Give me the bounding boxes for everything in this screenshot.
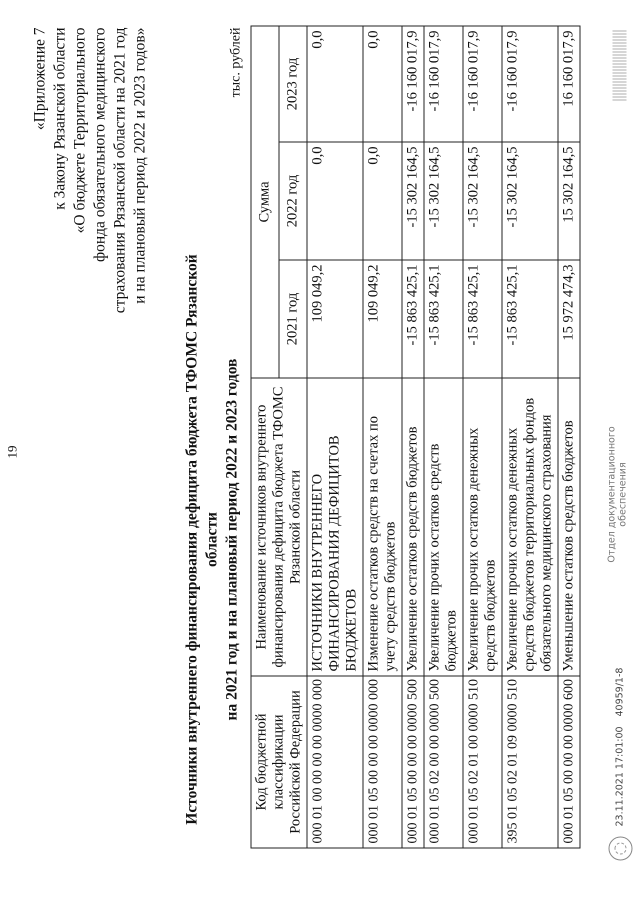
document-page: [1, 0, 640, 905]
row-name: Увеличение прочих остатков средств бюджетов: [424, 378, 463, 676]
annex-line: страхования Рязанской области на 2021 год: [111, 27, 129, 314]
footer-doc-id: 40959/1-8: [614, 667, 626, 717]
row-value-2023: -16 160 017,9: [424, 26, 463, 142]
table-row: [402, 26, 424, 848]
title-line: на 2021 год и на плановый период 2022 и 2023 годов: [223, 358, 241, 721]
row-value-2023: 0,0: [307, 26, 363, 142]
row-value-2023: -16 160 017,9: [402, 26, 424, 142]
row-value-2021: -15 863 425,1: [424, 260, 463, 378]
row-code: 000 01 05 00 00 00 0000 600: [558, 676, 580, 848]
annex-line: к Закону Рязанской области: [51, 27, 69, 210]
row-value-2021: 109 049,2: [307, 260, 363, 378]
row-value-2022: 15 302 164,5: [558, 142, 580, 260]
header-code: Код бюджетной классификации Российской Федерации: [251, 676, 307, 848]
table-row: [502, 26, 558, 848]
header-year-2021: 2021 год: [279, 260, 307, 378]
table-row: [558, 26, 580, 848]
department-line: обеспечения: [617, 462, 629, 527]
row-code: 000 01 05 02 00 00 0000 500: [424, 676, 463, 848]
row-value-2021: -15 863 425,1: [463, 260, 502, 378]
row-name: Изменение остатков средств на счетах по учету средств бюджетов: [363, 378, 402, 676]
row-value-2022: -15 302 164,5: [502, 142, 558, 260]
row-value-2023: 0,0: [363, 26, 402, 142]
table-row: [424, 26, 463, 848]
row-value-2022: -15 302 164,5: [463, 142, 502, 260]
annex-line: фонда обязательного медицинского: [91, 27, 109, 262]
header-year-2022: 2022 год: [279, 142, 307, 260]
row-value-2022: -15 302 164,5: [424, 142, 463, 260]
table-row: [363, 26, 402, 848]
header-sum: Сумма: [251, 26, 279, 378]
annex-line: и на плановый период 2022 и 2023 годов»: [131, 27, 149, 304]
row-code: 000 01 00 00 00 00 0000 000: [307, 676, 363, 848]
row-value-2023: -16 160 017,9: [502, 26, 558, 142]
row-value-2022: 0,0: [363, 142, 402, 260]
row-value-2021: -15 863 425,1: [502, 260, 558, 378]
annex-line: «Приложение 7: [31, 27, 49, 131]
header-year-2023: 2023 год: [279, 26, 307, 142]
units-label: тыс. рублей: [228, 27, 244, 98]
row-value-2023: -16 160 017,9: [463, 26, 502, 142]
row-value-2021: 15 972 474,3: [558, 260, 580, 378]
table-row: [307, 26, 363, 848]
row-code: 000 01 05 02 01 00 0000 510: [463, 676, 502, 848]
scan-barcode-icon: [613, 31, 627, 101]
row-value-2022: -15 302 164,5: [402, 142, 424, 260]
row-value-2021: 109 049,2: [363, 260, 402, 378]
title-line: Источники внутреннего финансирования дефицита бюджета ТФОМС Рязанской области: [183, 254, 221, 825]
row-name: Увеличение прочих остатков денежных средств бюджетов: [463, 378, 502, 676]
table-row: [463, 26, 502, 848]
page-number: 19: [4, 445, 20, 459]
row-value-2023: 16 160 017,9: [558, 26, 580, 142]
document-footer: [605, 25, 635, 865]
row-value-2021: -15 863 425,1: [402, 260, 424, 378]
footer-department: [607, 425, 629, 565]
seal-icon: [609, 837, 633, 861]
row-code: 000 01 05 00 00 00 0000 500: [402, 676, 424, 848]
row-name: Увеличение остатков средств бюджетов: [402, 378, 424, 676]
row-name: Уменьшение остатков средств бюджетов: [558, 378, 580, 676]
row-code: 000 01 05 00 00 00 0000 000: [363, 676, 402, 848]
table-header-row: [251, 26, 279, 848]
header-name: Наименование источников внутреннего финансирования дефицита бюджета ТФОМС Рязанской области: [251, 378, 307, 676]
row-value-2022: 0,0: [307, 142, 363, 260]
annex-line: «О бюджете Территориального: [71, 27, 89, 234]
row-code: 395 01 05 02 01 09 0000 510: [502, 676, 558, 848]
footer-timestamp: 23.11.2021 17:01:00: [614, 726, 626, 827]
department-line: Отдел документационного: [606, 426, 618, 563]
annex-header: [31, 28, 151, 368]
financing-table: [251, 26, 581, 849]
row-name: Увеличение прочих остатков денежных средств бюджетов территориальных фондов обязательного медицинского страхования: [502, 378, 558, 676]
row-name: ИСТОЧНИКИ ВНУТРЕННЕГО ФИНАНСИРОВАНИЯ ДЕФИЦИТОВ БЮДЖЕТОВ: [307, 378, 363, 676]
document-title: [183, 235, 243, 845]
